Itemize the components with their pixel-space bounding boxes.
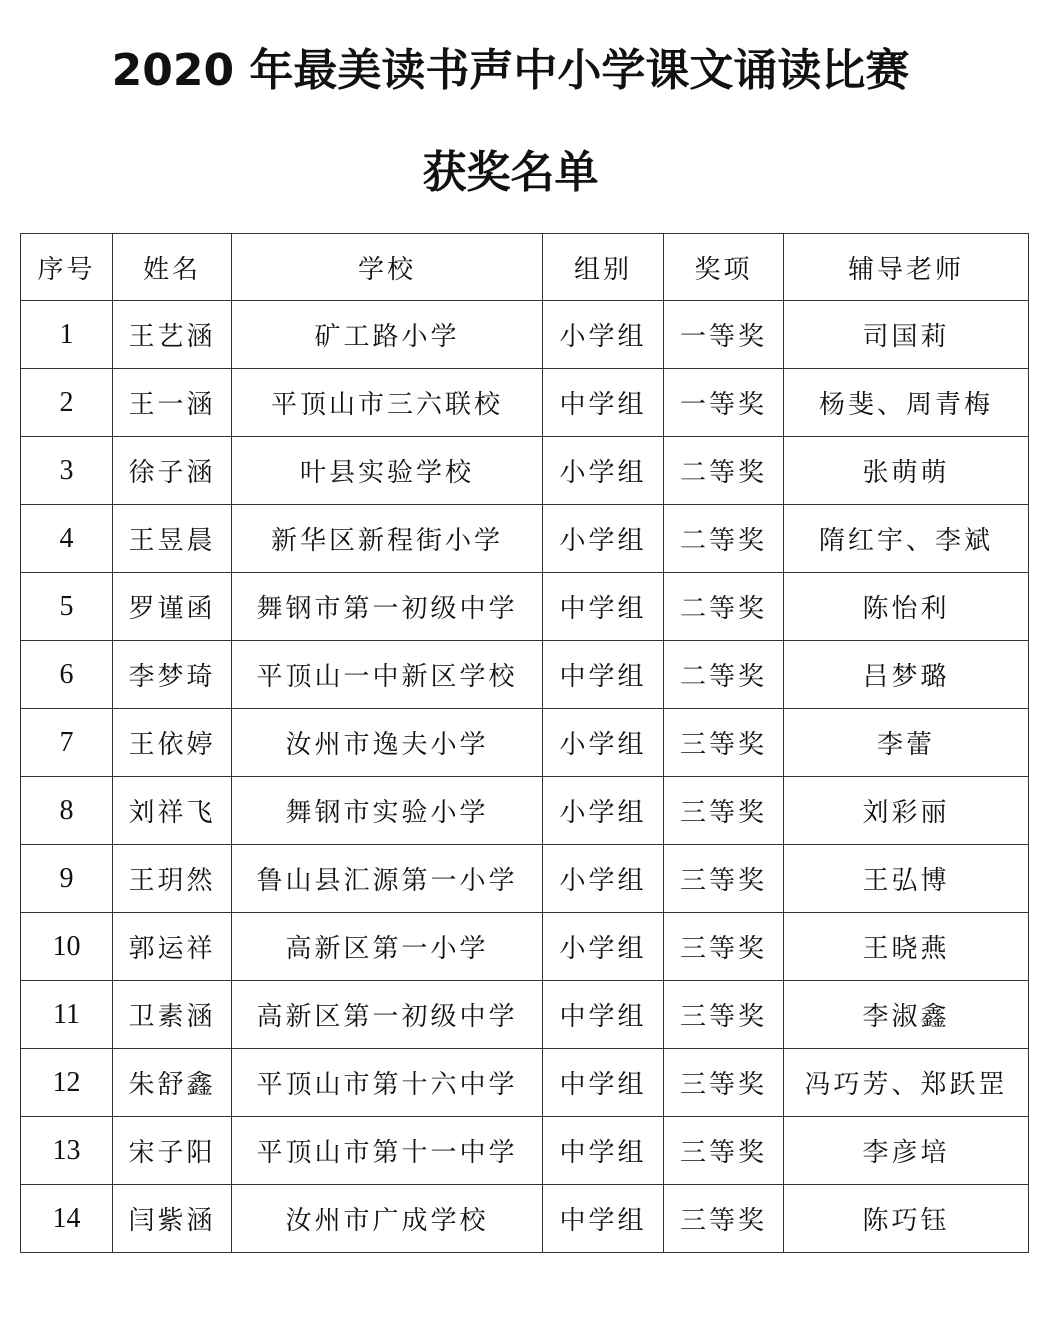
cell-instructor: 李彦培 bbox=[784, 1117, 1029, 1185]
cell-award: 三等奖 bbox=[664, 709, 784, 777]
table-row bbox=[21, 845, 1029, 913]
cell-award: 三等奖 bbox=[664, 777, 784, 845]
cell-instructor: 刘彩丽 bbox=[784, 777, 1029, 845]
cell-name: 郭运祥 bbox=[113, 913, 232, 981]
cell-name: 李梦琦 bbox=[113, 641, 232, 709]
cell-school: 汝州市逸夫小学 bbox=[232, 709, 543, 777]
cell-group: 小学组 bbox=[543, 913, 664, 981]
table-row bbox=[21, 437, 1029, 505]
cell-name: 王依婷 bbox=[113, 709, 232, 777]
cell-group: 小学组 bbox=[543, 777, 664, 845]
cell-instructor: 冯巧芳、郑跃罡 bbox=[784, 1049, 1029, 1117]
cell-group: 小学组 bbox=[543, 505, 664, 573]
cell-name: 王艺涵 bbox=[113, 301, 232, 369]
cell-school: 平顶山市第十一中学 bbox=[232, 1117, 543, 1185]
cell-group: 中学组 bbox=[543, 369, 664, 437]
cell-award: 二等奖 bbox=[664, 505, 784, 573]
table-row bbox=[21, 505, 1029, 573]
cell-name: 闫紫涵 bbox=[113, 1185, 232, 1253]
table-row bbox=[21, 709, 1029, 777]
header-award: 奖项 bbox=[664, 234, 784, 301]
cell-group: 中学组 bbox=[543, 573, 664, 641]
header-index: 序号 bbox=[21, 234, 113, 301]
cell-index: 12 bbox=[21, 1049, 113, 1117]
cell-award: 三等奖 bbox=[664, 1185, 784, 1253]
document-subtitle: 获奖名单 bbox=[422, 147, 599, 198]
cell-group: 中学组 bbox=[543, 981, 664, 1049]
cell-award: 一等奖 bbox=[664, 301, 784, 369]
cell-name: 刘祥飞 bbox=[113, 777, 232, 845]
cell-group: 小学组 bbox=[543, 437, 664, 505]
cell-index: 7 bbox=[21, 709, 113, 777]
cell-instructor: 张萌萌 bbox=[784, 437, 1029, 505]
cell-school: 平顶山市三六联校 bbox=[232, 369, 543, 437]
cell-group: 中学组 bbox=[543, 1049, 664, 1117]
cell-name: 王昱晨 bbox=[113, 505, 232, 573]
table-header bbox=[21, 234, 1029, 301]
cell-group: 中学组 bbox=[543, 1185, 664, 1253]
cell-instructor: 李蕾 bbox=[784, 709, 1029, 777]
cell-school: 平顶山一中新区学校 bbox=[232, 641, 543, 709]
cell-name: 王一涵 bbox=[113, 369, 232, 437]
cell-index: 5 bbox=[21, 573, 113, 641]
cell-instructor: 李淑鑫 bbox=[784, 981, 1029, 1049]
table-row bbox=[21, 573, 1029, 641]
cell-school: 舞钢市第一初级中学 bbox=[232, 573, 543, 641]
cell-school: 高新区第一小学 bbox=[232, 913, 543, 981]
cell-group: 中学组 bbox=[543, 1117, 664, 1185]
header-row bbox=[21, 234, 1029, 301]
cell-instructor: 隋红宇、李斌 bbox=[784, 505, 1029, 573]
cell-name: 朱舒鑫 bbox=[113, 1049, 232, 1117]
cell-group: 小学组 bbox=[543, 301, 664, 369]
cell-name: 罗谨函 bbox=[113, 573, 232, 641]
cell-index: 1 bbox=[21, 301, 113, 369]
table-row bbox=[21, 369, 1029, 437]
table-row bbox=[21, 777, 1029, 845]
table-row bbox=[21, 641, 1029, 709]
header-instructor: 辅导老师 bbox=[784, 234, 1029, 301]
cell-group: 小学组 bbox=[543, 709, 664, 777]
table-row bbox=[21, 981, 1029, 1049]
cell-school: 新华区新程街小学 bbox=[232, 505, 543, 573]
cell-award: 三等奖 bbox=[664, 1049, 784, 1117]
table-row bbox=[21, 1117, 1029, 1185]
table-row bbox=[21, 1185, 1029, 1253]
cell-index: 13 bbox=[21, 1117, 113, 1185]
table-row bbox=[21, 1049, 1029, 1117]
cell-instructor: 吕梦璐 bbox=[784, 641, 1029, 709]
cell-school: 叶县实验学校 bbox=[232, 437, 543, 505]
table-body bbox=[21, 301, 1029, 1253]
awards-table bbox=[20, 233, 1029, 1253]
cell-award: 二等奖 bbox=[664, 641, 784, 709]
cell-name: 宋子阳 bbox=[113, 1117, 232, 1185]
cell-award: 三等奖 bbox=[664, 845, 784, 913]
cell-award: 二等奖 bbox=[664, 573, 784, 641]
cell-school: 鲁山县汇源第一小学 bbox=[232, 845, 543, 913]
header-group: 组别 bbox=[543, 234, 664, 301]
header-name: 姓名 bbox=[113, 234, 232, 301]
cell-school: 汝州市广成学校 bbox=[232, 1185, 543, 1253]
cell-instructor: 杨斐、周青梅 bbox=[784, 369, 1029, 437]
cell-school: 高新区第一初级中学 bbox=[232, 981, 543, 1049]
cell-name: 王玥然 bbox=[113, 845, 232, 913]
cell-index: 9 bbox=[21, 845, 113, 913]
cell-group: 中学组 bbox=[543, 641, 664, 709]
document-title: 2020 年最美读书声中小学课文诵读比赛 bbox=[111, 45, 910, 96]
cell-index: 8 bbox=[21, 777, 113, 845]
cell-school: 矿工路小学 bbox=[232, 301, 543, 369]
cell-award: 三等奖 bbox=[664, 1117, 784, 1185]
cell-index: 6 bbox=[21, 641, 113, 709]
cell-award: 一等奖 bbox=[664, 369, 784, 437]
cell-index: 2 bbox=[21, 369, 113, 437]
table-row bbox=[21, 913, 1029, 981]
cell-instructor: 王晓燕 bbox=[784, 913, 1029, 981]
cell-school: 平顶山市第十六中学 bbox=[232, 1049, 543, 1117]
cell-school: 舞钢市实验小学 bbox=[232, 777, 543, 845]
cell-instructor: 王弘博 bbox=[784, 845, 1029, 913]
cell-award: 三等奖 bbox=[664, 981, 784, 1049]
cell-instructor: 陈巧钰 bbox=[784, 1185, 1029, 1253]
cell-award: 二等奖 bbox=[664, 437, 784, 505]
table-row bbox=[21, 301, 1029, 369]
cell-index: 4 bbox=[21, 505, 113, 573]
cell-name: 徐子涵 bbox=[113, 437, 232, 505]
cell-index: 11 bbox=[21, 981, 113, 1049]
cell-name: 卫素涵 bbox=[113, 981, 232, 1049]
cell-index: 10 bbox=[21, 913, 113, 981]
header-school: 学校 bbox=[232, 234, 543, 301]
cell-index: 3 bbox=[21, 437, 113, 505]
cell-instructor: 陈怡利 bbox=[784, 573, 1029, 641]
cell-award: 三等奖 bbox=[664, 913, 784, 981]
cell-group: 小学组 bbox=[543, 845, 664, 913]
cell-index: 14 bbox=[21, 1185, 113, 1253]
cell-instructor: 司国莉 bbox=[784, 301, 1029, 369]
